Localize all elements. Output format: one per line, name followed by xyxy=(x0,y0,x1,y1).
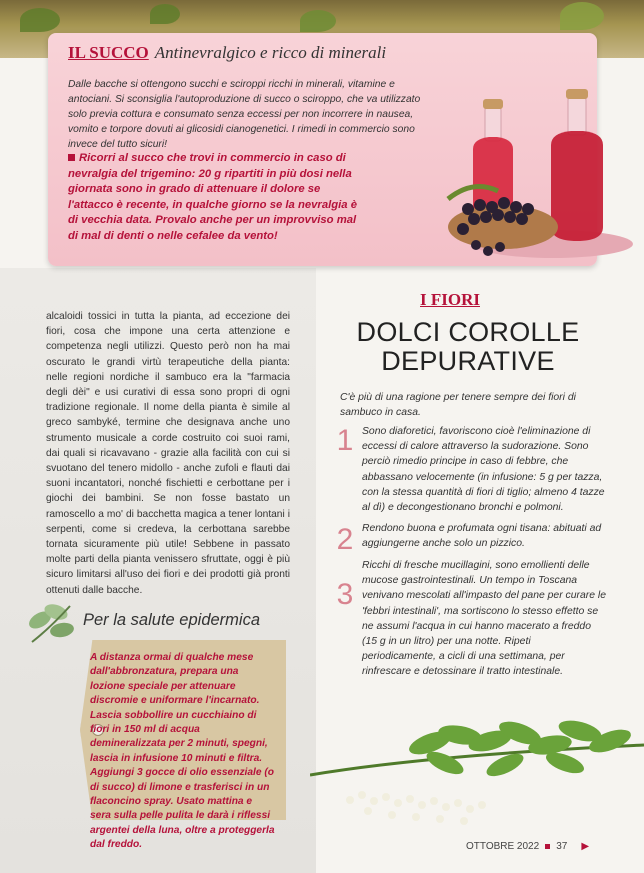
separator-square-icon xyxy=(545,844,550,849)
succo-tip-text: Ricorri al succo che trovi in commercio in caso di nevralgia del trigemino: 20 g ripartiti in più dosi nella giornata sono in grado di attenuare il dolore se l'attacco è recente, in qualche giorno se la nevralgia è di vecchia data. Provalo anche per un improvviso mal di mal di denti o nelle cefalee da vento! xyxy=(68,152,357,242)
succo-tag: IL SUCCO xyxy=(68,43,149,62)
item-number: 1 xyxy=(336,424,354,457)
fiori-tag: I FIORI xyxy=(420,290,480,309)
item-number: 2 xyxy=(336,523,354,556)
salute-title: Per la salute epidermica xyxy=(83,611,261,629)
bullet-square-icon xyxy=(68,154,75,161)
succo-title xyxy=(68,43,386,63)
left-article-text: alcaloidi tossici in tutta la pianta, ad eccezione dei fiori, cosa che impone una certa attenzione e competenza negli utilizzi. Questo però non ha mai oscurato le grandi virtù terapeutiche della pianta: nelle regioni nordiche il sambuco era la "farmacia degli dèi" e usi curativi di essa sono propri di ogni tradizione regionale. Il nome della pianta è simile al greco sambyké, termine che designava anche uno strumento musicale a corde costruito coi suoi rami, dai quali si ricavavano - grazie alla facilità con cui si svuotano del tenero midollo - anche zufoli e flauti dai suoni incantatori, nonché fischietti e cerbottane per i giochi dei bambini. Se non fosse bastato un ramoscello a mo' di bacchetta magica a tener lontani i serpenti, come si credeva, la cerbottana sarebbe tornata sicuramente più utile! Sebbene in passato molte parti della pianta venissero sfruttate, oggi è più sicuro limitarsi all'uso dei fiori e dei prodotti già pronti ottenuti dalle bacche. xyxy=(46,311,290,596)
page-number: 37 xyxy=(556,841,568,852)
bottles-and-berries-illustration xyxy=(443,59,643,269)
succo-box xyxy=(48,33,597,266)
item-text: Ricchi di fresche mucillagini, sono emollienti delle mucose gastrointestinali. Un tempo in Toscana venivano mescolati all'impasto del pane per curare le 'febbri intestinali', ma sortiscono lo stesso effetto se ne assumi l'acqua in cui hanno macerato a freddo (15 g in un litro) per una notte. Ripeti periodicamente, a cicli di una settimana, per rinfrescare e detossinare il tratto intestinale. xyxy=(362,560,606,678)
succo-subtitle: Antinevralgico e ricco di minerali xyxy=(154,43,387,62)
headline-line-2: DEPURATIVE xyxy=(381,346,555,376)
succo-tip xyxy=(68,151,360,244)
headline-line-1: DOLCI COROLLE xyxy=(356,317,580,347)
fiori-headline xyxy=(338,318,598,376)
succo-intro: Dalle bacche si ottengono succhi e sciroppi ricchi in minerali, vitamine e antociani. Si sconsiglia l'autoproduzione di succo o sciroppo, che va utilizzato solo previa cottura e consumato senza eccessi per non incorrere in nausea, vomito e torpore dovuti ai glicosidi cianogenetici. I rimedi in commercio sono invece del tutto sicuri! xyxy=(68,79,421,150)
elderflower-branch-illustration xyxy=(310,705,644,845)
issue-date: OTTOBRE 2022 xyxy=(466,841,540,852)
salute-text: A distanza ormai di qualche mese dall'abbronzatura, prepara una lozione speciale per attenuare discromie e uniformare l'incarnato. Lascia sobbollire un cucchiaino di fiori in 150 ml di acqua demineralizzata per 2 minuti, spegni, lascia in infusione 10 minuti e filtra. Aggiungi 3 gocce di olio essenziale (o di succo) di limone e trasferisci in un flaconcino spray. Usato mattina e sera sulla pelle pulita le darà i riflessi argentei della luna, oltre a proteggerla dal freddo. xyxy=(90,652,275,851)
next-page-arrow-icon: ▶ xyxy=(581,841,590,852)
item-text: Rendono buona e profumata ogni tisana: abituati ad aggiungerne anche solo un pizzico. xyxy=(362,523,602,550)
fiori-intro: C'è più di una ragione per tenere sempre dei fiori di sambuco in casa. xyxy=(340,392,576,419)
page-footer xyxy=(466,841,589,852)
item-number: 3 xyxy=(336,578,354,611)
herb-sprig-icon xyxy=(22,598,80,646)
item-text: Sono diaforetici, favoriscono cioè l'eliminazione di eccessi di calore attraverso la sudorazione. Sono perciò rimedio principe in caso di febbre, che abbassano velocemente (in infusione: 5 g per tazza, con la stessa quantità di fiori di tiglio; almeno 4 tazze al dì) e decongestionano bronchi e polmoni. xyxy=(362,426,605,514)
